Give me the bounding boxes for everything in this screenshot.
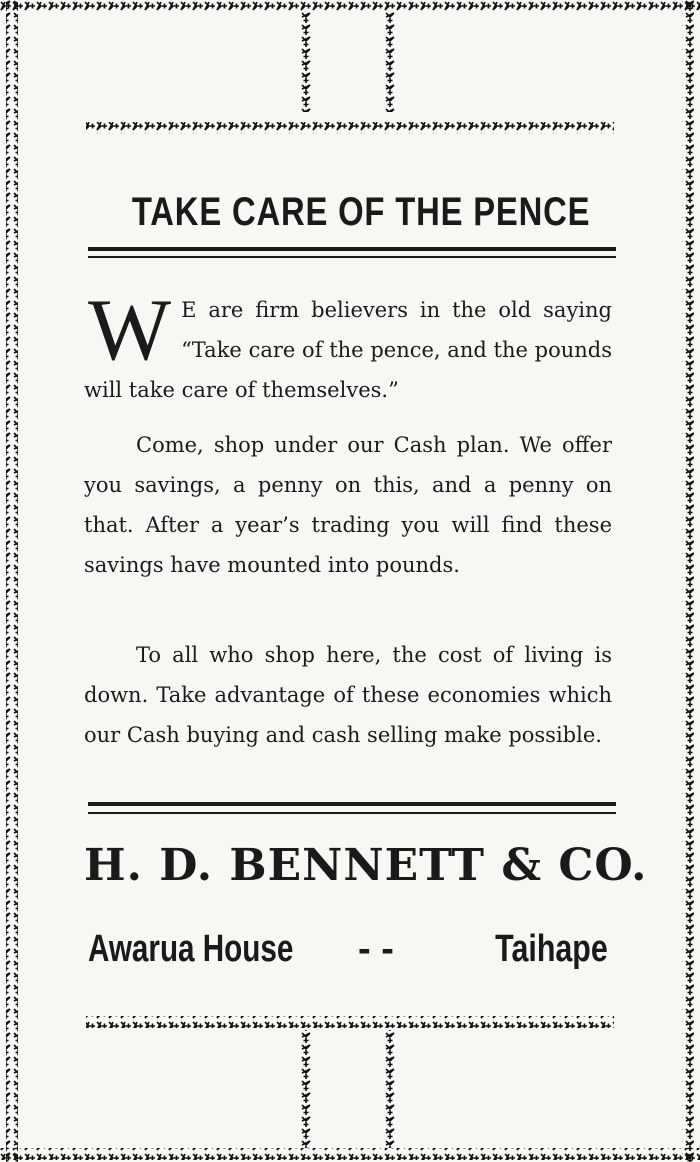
bottom-inner-bar (86, 1016, 614, 1028)
border-right (682, 0, 694, 1162)
footer-rule-thin (88, 812, 616, 814)
drop-cap: W (88, 282, 172, 379)
paragraph-3: To all who shop here, the cost of living is down. Take advantage of these economies which our Cash buying and cash selling make possible. (84, 643, 612, 747)
paragraph-1 (84, 282, 612, 410)
address-name: Awarua House (88, 928, 294, 970)
paragraph-1-text: E are firm believers in the old saying “Take care of the pence, and the pounds will take care of themselves.” (84, 298, 612, 402)
bottom-post-right (384, 1030, 396, 1148)
top-post-left (300, 12, 312, 112)
firm-name: H. D. BENNETT & CO. (84, 840, 648, 891)
top-post-right (384, 12, 396, 112)
border-top (0, 0, 700, 12)
headline-rule-thick (88, 247, 616, 251)
headline: TAKE CARE OF THE PENCE (131, 190, 591, 234)
top-inner-bar (86, 122, 614, 134)
bottom-post-left (300, 1030, 312, 1148)
headline-rule-thin (88, 256, 616, 258)
address-town: Taihape (495, 928, 608, 970)
footer-rule-thick (88, 802, 616, 806)
border-left (6, 0, 18, 1162)
address-separator: - - (358, 928, 394, 970)
border-bottom (0, 1148, 700, 1160)
paragraph-2: Come, shop under our Cash plan. We offer you savings, a penny on this, and a penny on that. After a year’s trading you will find these savings have mounted into pounds. (84, 433, 612, 577)
